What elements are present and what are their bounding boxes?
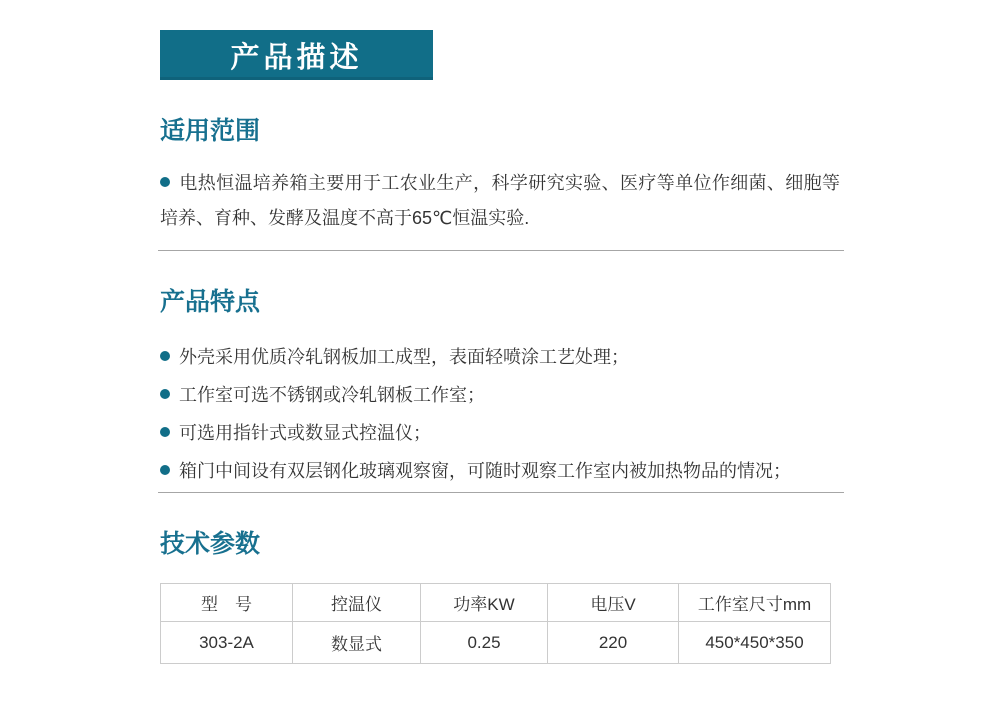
feature-list bbox=[160, 345, 842, 484]
feature-item bbox=[160, 459, 842, 484]
feature-text: 工作室可选不锈钢或冷轧钢板工作室； bbox=[179, 385, 485, 405]
specs-header-row bbox=[161, 584, 831, 622]
specs-heading: 技术参数 bbox=[160, 530, 261, 558]
feature-text: 可选用指针式或数显式控温仪； bbox=[179, 423, 431, 443]
feature-text: 箱门中间设有双层钢化玻璃观察窗，可随时观察工作室内被加热物品的情况； bbox=[179, 461, 791, 481]
cell-power: 0.25 bbox=[421, 622, 548, 664]
feature-item bbox=[160, 383, 842, 408]
specs-col-model: 型 号 bbox=[161, 584, 293, 622]
content-column bbox=[158, 30, 842, 664]
product-description-banner bbox=[160, 30, 433, 80]
specs-col-chamber-size: 工作室尺寸mm bbox=[679, 584, 831, 622]
cell-controller: 数显式 bbox=[293, 622, 421, 664]
section-product-features bbox=[158, 289, 842, 484]
cell-chamber-size: 450*450*350 bbox=[679, 622, 831, 664]
bullet-dot-icon bbox=[160, 177, 170, 187]
feature-text: 外壳采用优质冷轧钢板加工成型，表面轻喷涂工艺处理； bbox=[179, 347, 629, 367]
bullet-dot-icon bbox=[160, 389, 170, 399]
bullet-dot-icon bbox=[160, 351, 170, 361]
scope-text: 电热恒温培养箱主要用于工农业生产，科学研究实验、医疗等单位作细菌、细胞等培养、育种、发酵及温度不高于65℃恒温实验. bbox=[160, 173, 840, 228]
specs-col-power: 功率KW bbox=[421, 584, 548, 622]
section-divider bbox=[158, 492, 844, 493]
specs-col-controller: 控温仪 bbox=[293, 584, 421, 622]
section-technical-specs bbox=[158, 531, 842, 664]
specs-col-voltage: 电压V bbox=[548, 584, 679, 622]
feature-item bbox=[160, 421, 842, 446]
feature-item bbox=[160, 345, 842, 370]
scope-paragraph bbox=[160, 166, 840, 236]
section-applicable-scope bbox=[158, 118, 842, 236]
scope-heading: 适用范围 bbox=[160, 117, 261, 145]
features-heading: 产品特点 bbox=[160, 288, 261, 316]
cell-voltage: 220 bbox=[548, 622, 679, 664]
section-divider bbox=[158, 250, 844, 251]
specs-table bbox=[160, 583, 831, 664]
cell-model: 303-2A bbox=[161, 622, 293, 664]
table-row bbox=[161, 622, 831, 664]
bullet-dot-icon bbox=[160, 427, 170, 437]
banner-title: 产品描述 bbox=[230, 41, 363, 74]
bullet-dot-icon bbox=[160, 465, 170, 475]
